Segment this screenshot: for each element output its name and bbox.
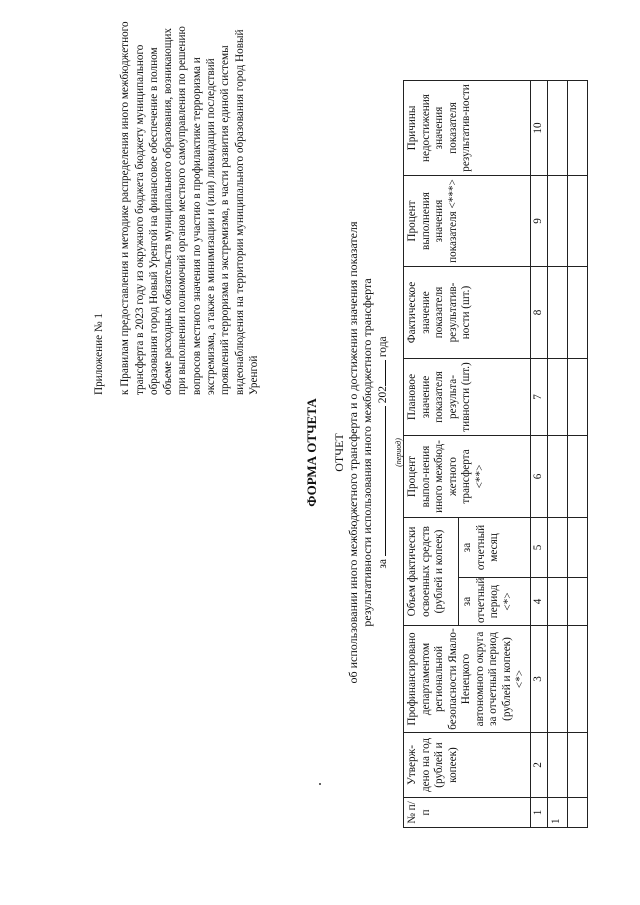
empty-cell [567, 359, 587, 436]
header-col10: Причины недостижения значения показателя результатив-ности [404, 81, 531, 176]
empty-cell [547, 733, 567, 798]
col-number: 5 [530, 518, 547, 578]
empty-cell [547, 359, 567, 436]
report-title-line1: об использовании иного межбюджетного трансферта и о достижении значения показателя [346, 221, 360, 684]
col-number: 2 [530, 733, 547, 798]
appendix-block [92, 15, 261, 395]
col-number: 4 [530, 578, 547, 626]
header-col2: Утверж-дено на год (рублей и копеек) [404, 733, 531, 798]
empty-cell [567, 798, 587, 828]
col-number: 10 [530, 81, 547, 176]
period-blank [374, 406, 386, 556]
empty-cell [547, 81, 567, 176]
empty-cell [567, 518, 587, 578]
report-title-line2: результативности использования иного межбюджетного трансферта [360, 278, 374, 627]
report-title-block [332, 0, 374, 905]
empty-cell [567, 436, 587, 518]
header-col1: № п/п [404, 798, 531, 828]
header-col6: Процент выпол-нения иного межбюд-жетного трансферта <**> [404, 436, 531, 518]
period-line [374, 0, 389, 905]
empty-cell [567, 733, 587, 798]
header-group45: Объем фактически освоенных средств (рублей и копеек) [404, 518, 459, 626]
row-number: 1 [547, 798, 567, 828]
header-row-1 [404, 81, 459, 828]
col-number: 7 [530, 359, 547, 436]
empty-cell [547, 518, 567, 578]
empty-cell [547, 267, 567, 359]
empty-cell [567, 176, 587, 267]
period-suffix: года [377, 336, 389, 358]
empty-cell [547, 578, 567, 626]
table-row [547, 81, 567, 828]
empty-cell [567, 267, 587, 359]
header-col3: Профинансировано департаментом региональной безопасности Ямало-Ненецкого автономного округа за отчетный период (рублей и копеек) <*> [404, 626, 531, 733]
empty-cell [567, 626, 587, 733]
empty-cell [547, 626, 567, 733]
empty-cell [567, 81, 587, 176]
col-number: 8 [530, 267, 547, 359]
header-col4: за отчетный период <*> [459, 578, 530, 626]
appendix-text: к Правилам предоставления и методике распределения иного межбюджетного трансферта в 2023 году из окружного бюджета бюджету муниципального образования город Новый Уренгой на финансовое обеспечение в полном объеме расходных обязательств муниципального образования, возникающих при выполнении полномочий органов местного самоуправления по решению вопросов местного значения по участию в профилактике терроризма и экстремизма, а также в минимизации и (или) ликвидации последствий проявлений терроризма и экстремизма, в части развития единой системы видеонаблюдения на территории муниципального образования город Новый Уренгой [119, 21, 260, 395]
table-row [567, 81, 587, 828]
form-title: ФОРМА ОТЧЕТА [304, 398, 319, 507]
report-title: ОТЧЕТ [332, 433, 346, 472]
col-number: 1 [530, 798, 547, 828]
period-year: 202 [377, 386, 389, 404]
col-number: 9 [530, 176, 547, 267]
empty-cell [547, 436, 567, 518]
column-number-row [530, 81, 547, 828]
col-number: 6 [530, 436, 547, 518]
header-col7: Плановое значение показателя результа-тивности (шт.) [404, 359, 531, 436]
report-table [403, 80, 588, 828]
col-number: 3 [530, 626, 547, 733]
header-col5: за отчетный месяц [459, 518, 530, 578]
empty-cell [567, 578, 587, 626]
year-blank [374, 360, 386, 386]
header-col9: Процент выполнения значения показателя <***> [404, 176, 531, 267]
period-prefix: за [377, 559, 389, 569]
header-col8: Фактическое значение показателя результатив-ности (шт.) [404, 267, 531, 359]
empty-cell [547, 176, 567, 267]
period-note: (период) [394, 438, 403, 467]
appendix-title: Приложение № 1 [93, 313, 105, 395]
